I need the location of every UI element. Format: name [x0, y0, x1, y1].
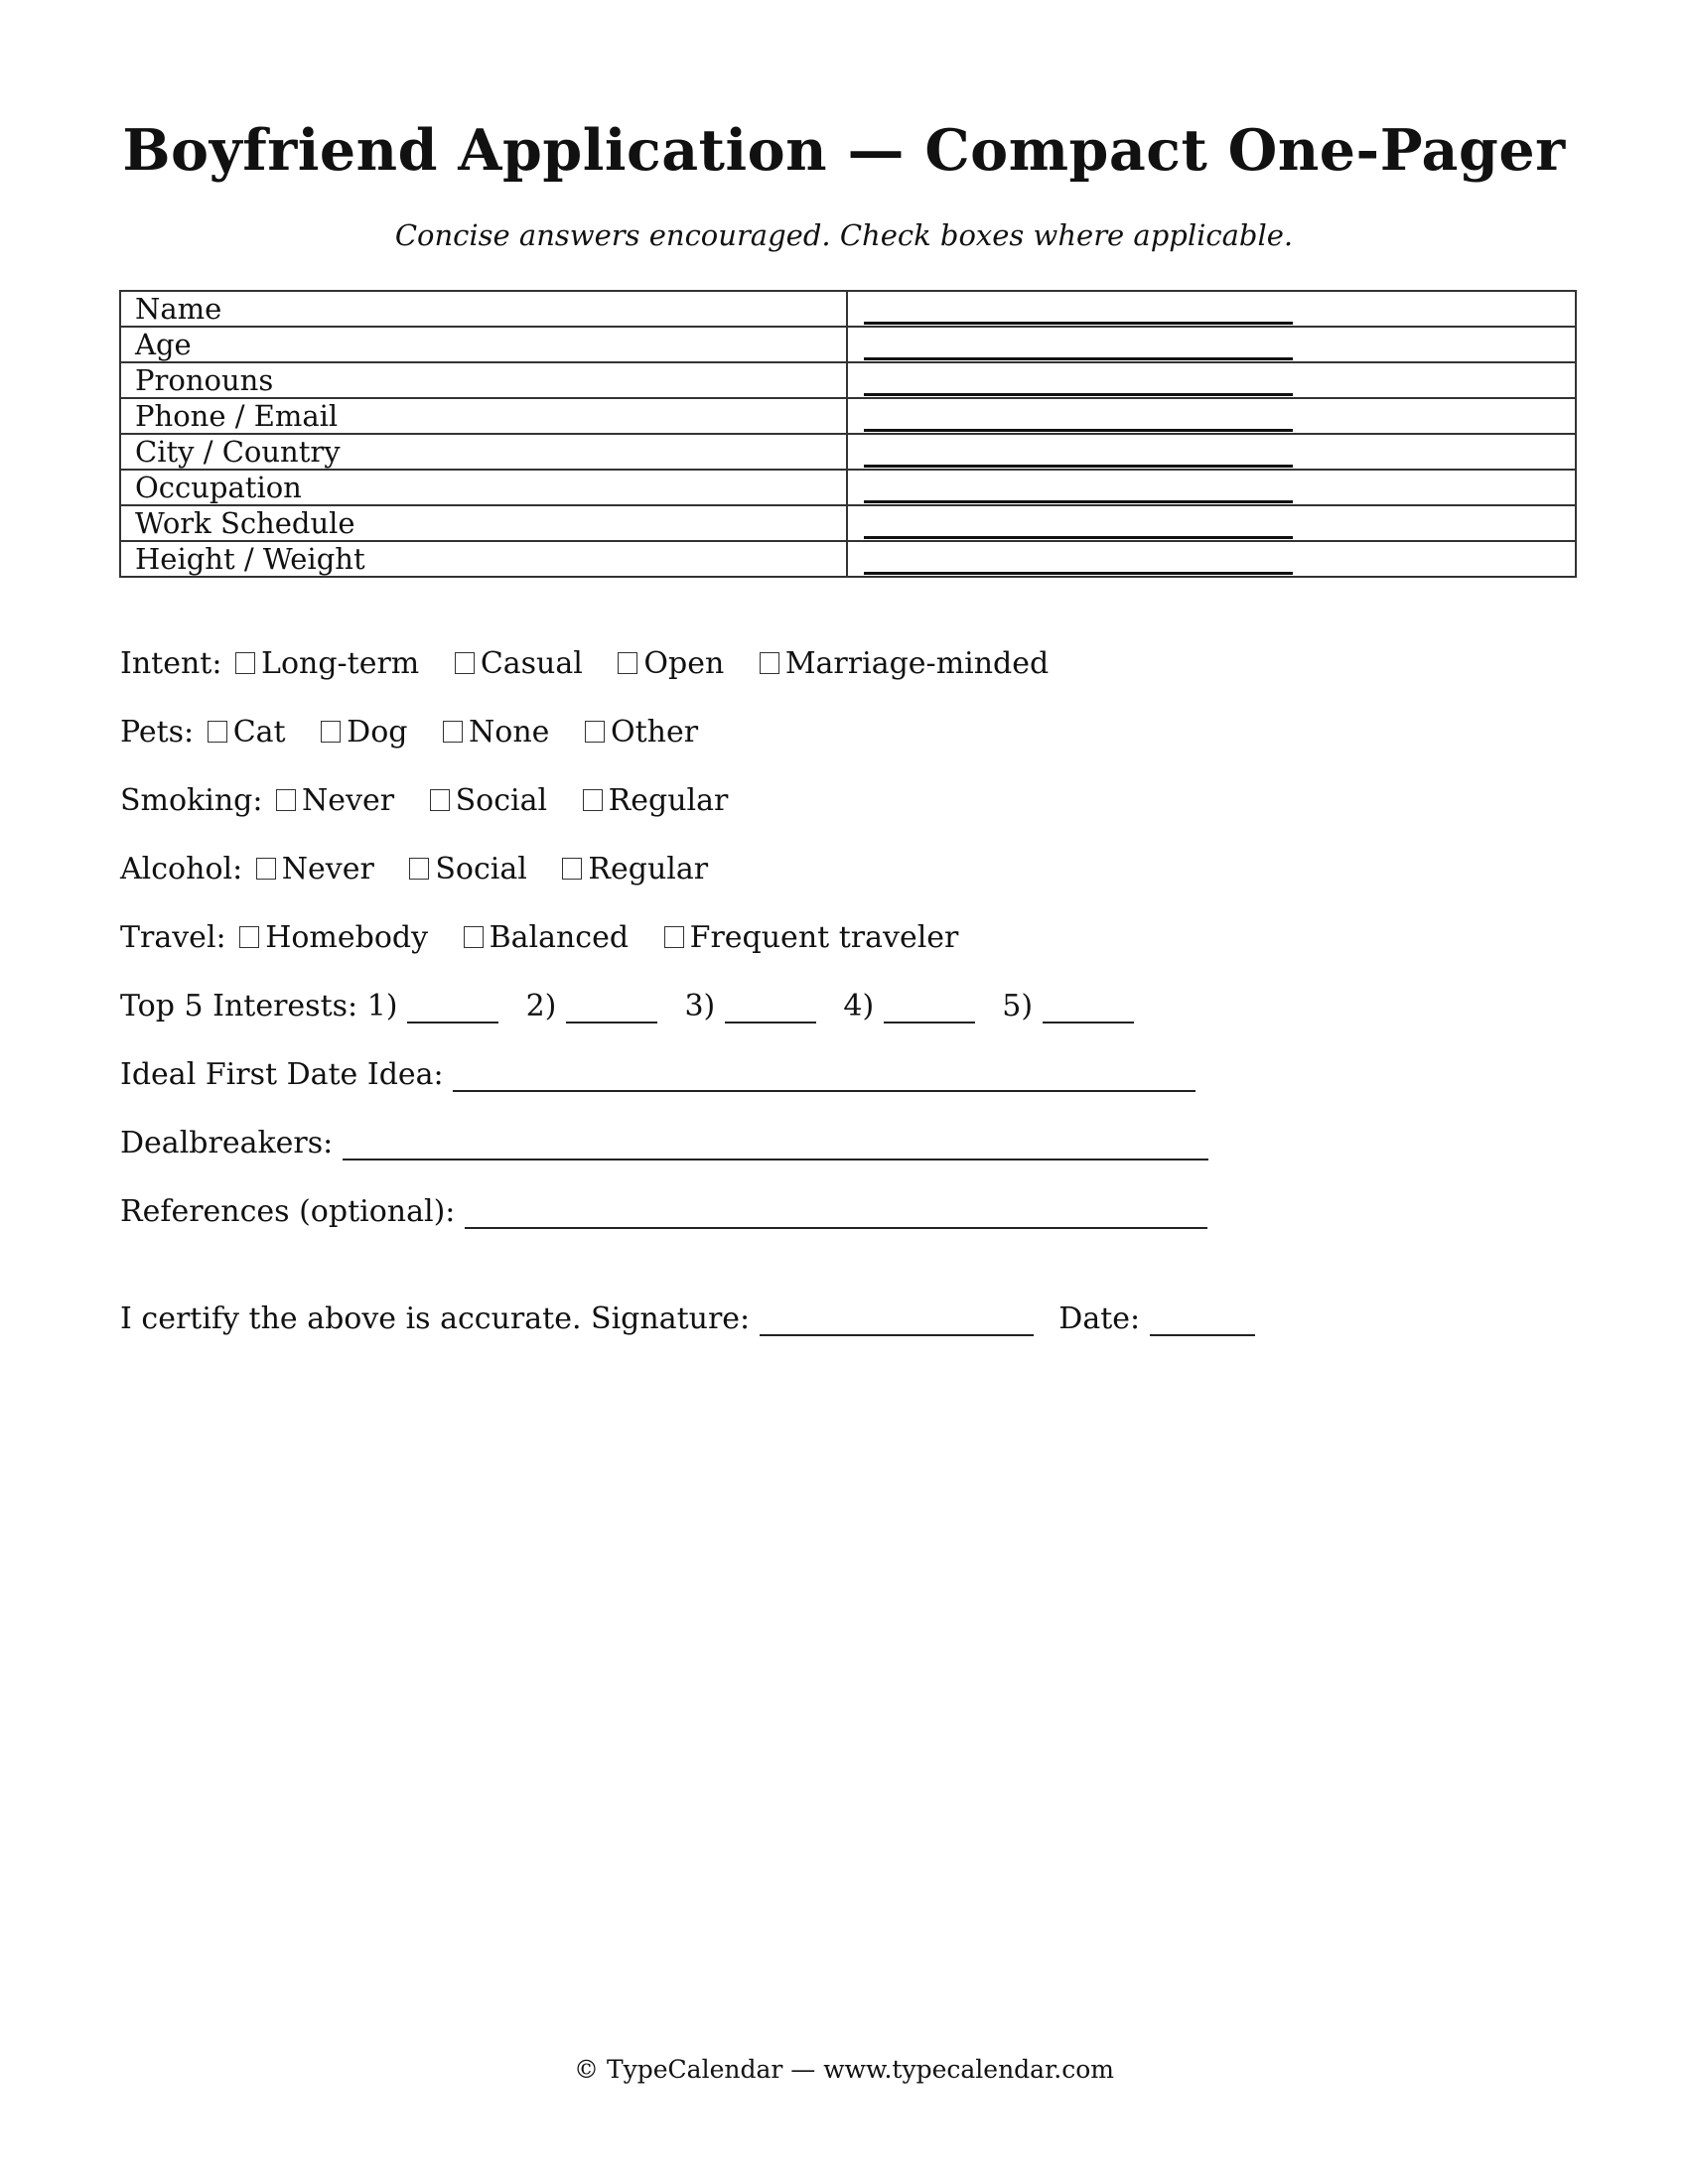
table-row — [120, 505, 1576, 541]
option-label: None — [469, 715, 550, 750]
smoking-group — [120, 783, 750, 818]
intent-option-marriage-minded[interactable] — [756, 646, 1049, 681]
dealbreakers-row — [120, 1126, 1208, 1160]
dealbreakers-field[interactable] — [343, 1129, 1208, 1160]
field-label-pronouns: Pronouns — [120, 362, 847, 398]
option-label: Open — [643, 646, 725, 681]
checkbox-icon[interactable] — [455, 652, 475, 674]
field-label-name: Name — [120, 291, 847, 327]
blank-line[interactable] — [864, 471, 1293, 503]
smoking-option-social[interactable] — [426, 783, 548, 818]
checkbox-icon[interactable] — [321, 721, 341, 743]
occupation-field[interactable] — [847, 470, 1576, 505]
blank-line[interactable] — [864, 363, 1293, 396]
field-label-age: Age — [120, 327, 847, 362]
phone-email-field[interactable] — [847, 398, 1576, 434]
checkbox-icon[interactable] — [256, 858, 276, 880]
city-country-field[interactable] — [847, 434, 1576, 470]
field-label-city-country: City / Country — [120, 434, 847, 470]
alcohol-option-social[interactable] — [405, 852, 527, 887]
footer-copyright: © TypeCalendar — www.typecalendar.com — [574, 2055, 1114, 2084]
interest-slot-2-field[interactable] — [566, 992, 657, 1024]
alcohol-label: Alcohol: — [120, 852, 243, 887]
interests-label: Top 5 Interests: — [120, 989, 358, 1024]
pets-option-dog[interactable] — [317, 715, 407, 750]
option-label: Casual — [480, 646, 583, 681]
date-label: Date: — [1058, 1301, 1141, 1336]
option-label: Balanced — [489, 920, 630, 955]
references-field[interactable] — [465, 1197, 1207, 1229]
pets-option-none[interactable] — [439, 715, 549, 750]
table-row — [120, 398, 1576, 434]
table-row — [120, 434, 1576, 470]
interest-slot-5-number: 5) — [1002, 989, 1034, 1024]
dealbreakers-label: Dealbreakers: — [120, 1126, 334, 1160]
checkbox-icon[interactable] — [760, 652, 779, 674]
certification-statement: I certify the above is accurate. Signature: — [120, 1301, 751, 1336]
option-label: Frequent traveler — [689, 920, 959, 955]
option-label: Never — [302, 783, 395, 818]
option-label: Dog — [347, 715, 408, 750]
table-row — [120, 541, 1576, 577]
option-label: Cat — [232, 715, 286, 750]
smoking-option-never[interactable] — [272, 783, 394, 818]
intent-option-casual[interactable] — [451, 646, 583, 681]
first-date-field[interactable] — [453, 1060, 1196, 1092]
checkbox-icon[interactable] — [409, 858, 429, 880]
interest-slot-4-number: 4) — [843, 989, 875, 1024]
option-label: Long-term — [261, 646, 420, 681]
first-date-label: Ideal First Date Idea: — [120, 1057, 444, 1092]
checkbox-icon[interactable] — [464, 926, 484, 948]
travel-option-homebody[interactable] — [235, 920, 428, 955]
checkbox-icon[interactable] — [430, 789, 450, 811]
table-row — [120, 291, 1576, 327]
checkbox-icon[interactable] — [443, 721, 463, 743]
travel-option-balanced[interactable] — [460, 920, 630, 955]
blank-line[interactable] — [864, 506, 1293, 539]
alcohol-group — [120, 852, 730, 887]
checkbox-icon[interactable] — [562, 858, 582, 880]
travel-group — [120, 920, 980, 955]
checkbox-icon[interactable] — [583, 789, 603, 811]
blank-line[interactable] — [864, 292, 1293, 325]
option-label: Social — [455, 783, 548, 818]
option-label: Regular — [588, 852, 709, 887]
pets-option-cat[interactable] — [204, 715, 286, 750]
interest-slot-3-number: 3) — [684, 989, 716, 1024]
option-label: Social — [435, 852, 527, 887]
checkbox-icon[interactable] — [664, 926, 684, 948]
signature-field[interactable] — [760, 1304, 1034, 1336]
age-field[interactable] — [847, 327, 1576, 362]
checkbox-icon[interactable] — [208, 721, 227, 743]
checkbox-icon[interactable] — [585, 721, 605, 743]
alcohol-option-regular[interactable] — [558, 852, 708, 887]
pets-option-other[interactable] — [581, 715, 698, 750]
date-field[interactable] — [1150, 1304, 1255, 1336]
references-label: References (optional): — [120, 1194, 456, 1229]
certification-row — [120, 1301, 1255, 1336]
field-label-phone-email: Phone / Email — [120, 398, 847, 434]
option-label: Homebody — [265, 920, 429, 955]
checkbox-icon[interactable] — [239, 926, 259, 948]
pets-label: Pets: — [120, 715, 195, 750]
intent-group — [120, 646, 1070, 681]
table-row — [120, 470, 1576, 505]
smoking-label: Smoking: — [120, 783, 263, 818]
page-subtitle: Concise answers encouraged. Check boxes where applicable. — [394, 218, 1294, 252]
option-label: Never — [281, 852, 374, 887]
name-field[interactable] — [847, 291, 1576, 327]
travel-option-frequent-traveler[interactable] — [660, 920, 959, 955]
field-label-occupation: Occupation — [120, 470, 847, 505]
page-title: Boyfriend Application — Compact One-Pager — [122, 117, 1566, 184]
interest-slot-2-number: 2) — [525, 989, 557, 1024]
intent-label: Intent: — [120, 646, 222, 681]
field-label-height-weight: Height / Weight — [120, 541, 847, 577]
smoking-option-regular[interactable] — [579, 783, 729, 818]
intent-option-open[interactable] — [614, 646, 724, 681]
blank-line[interactable] — [864, 399, 1293, 432]
checkbox-icon[interactable] — [235, 652, 255, 674]
checkbox-icon[interactable] — [276, 789, 296, 811]
references-row — [120, 1194, 1207, 1229]
table-row — [120, 327, 1576, 362]
pets-group — [120, 715, 720, 750]
option-label: Regular — [608, 783, 729, 818]
blank-line[interactable] — [864, 435, 1293, 468]
interest-slot-4-field[interactable] — [884, 992, 975, 1024]
table-row — [120, 362, 1576, 398]
intent-option-long-term[interactable] — [231, 646, 419, 681]
field-label-work-schedule: Work Schedule — [120, 505, 847, 541]
first-date-row — [120, 1057, 1196, 1092]
option-label: Marriage-minded — [784, 646, 1050, 681]
option-label: Other — [610, 715, 699, 750]
interests-row — [120, 989, 1134, 1024]
blank-line[interactable] — [864, 542, 1293, 575]
travel-label: Travel: — [120, 920, 226, 955]
interest-slot-1-field[interactable] — [407, 992, 498, 1024]
checkbox-icon[interactable] — [618, 652, 637, 674]
blank-line[interactable] — [864, 328, 1293, 360]
alcohol-option-never[interactable] — [252, 852, 374, 887]
interest-slot-5-field[interactable] — [1043, 992, 1134, 1024]
interest-slot-1-number: 1) — [366, 989, 398, 1024]
work-schedule-field[interactable] — [847, 505, 1576, 541]
applicant-info-table — [119, 290, 1577, 578]
height-weight-field[interactable] — [847, 541, 1576, 577]
pronouns-field[interactable] — [847, 362, 1576, 398]
interest-slot-3-field[interactable] — [725, 992, 816, 1024]
